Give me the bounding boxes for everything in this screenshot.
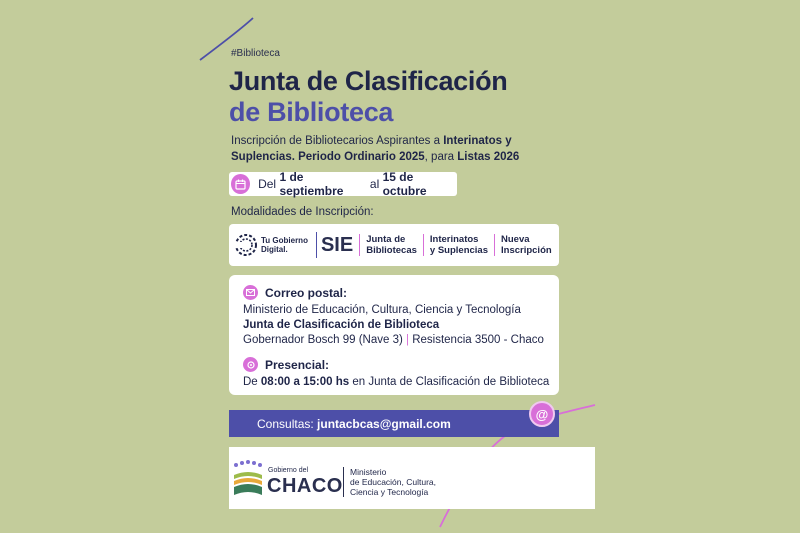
postal-street: Gobernador Bosch 99 (Nave 3) (243, 334, 403, 346)
sie-logo: SIE (316, 232, 353, 258)
date-range-pill (229, 172, 457, 196)
ministry-line-3: Ciencia y Tecnología (350, 487, 429, 497)
presencial-prefix: De (243, 376, 261, 388)
location-icon (243, 357, 258, 372)
ministry-line-1: Ministerio (350, 467, 387, 477)
consultas-bar (229, 410, 559, 437)
address-card (229, 275, 559, 395)
subtitle (231, 133, 561, 165)
subtitle-text-2: , para (424, 151, 458, 163)
consultas-label: Consultas: (257, 416, 318, 431)
subtitle-bold-2: Listas 2026 (457, 151, 520, 163)
gov-small: Gobierno del (268, 467, 309, 474)
modality-item3-line1: Nueva (501, 234, 530, 245)
hashtag: #Biblioteca (231, 48, 280, 59)
modality-item2-line2: y Suplencias (429, 245, 488, 256)
subtitle-text-1: Inscripción de Bibliotecarios Aspirantes a (231, 135, 444, 147)
postal-city: Resistencia 3500 - Chaco (412, 334, 544, 346)
modality-item3-line2: Inscripción (501, 245, 552, 256)
tgd-line-2: Digital. (261, 245, 288, 254)
footer-ministry (343, 467, 436, 497)
presencial-suffix: en Junta de Clasificación de Biblioteca (349, 376, 550, 388)
ministry-line-2: de Educación, Cultura, (350, 477, 436, 487)
postal-line-2: Junta de Clasificación de Biblioteca (243, 319, 440, 331)
modality-nueva-inscripcion (494, 234, 558, 256)
modalities-card (229, 224, 559, 266)
postal-line-3 (243, 334, 544, 346)
presencial-heading: Presencial: (265, 358, 330, 372)
calendar-icon (231, 174, 250, 194)
date-prefix: Del (258, 177, 277, 191)
footer-logos (229, 447, 595, 509)
tgd-line-1: Tu Gobierno (261, 236, 308, 245)
modality-interinatos (423, 234, 494, 256)
modality-item1-line1: Junta de (366, 234, 406, 245)
gov-big: CHACO (267, 475, 343, 497)
modality-junta-bibliotecas (359, 234, 423, 256)
title-line-2: de Biblioteca (229, 97, 394, 127)
subtitle-bold-1: Interinatos y Suplencias. Periodo Ordinario 2025 (231, 135, 512, 163)
modalities-label: Modalidades de Inscripción: (231, 206, 374, 218)
postal-line-1: Ministerio de Educación, Cultura, Ciencia y Tecnología (243, 304, 521, 316)
presencial-line (243, 376, 549, 388)
consultas-text (243, 417, 451, 431)
postal-heading: Correo postal: (265, 286, 348, 300)
presencial-hours: 08:00 a 15:00 hs (260, 376, 350, 388)
at-icon: @ (529, 401, 555, 427)
mail-icon (243, 285, 258, 300)
consultas-email[interactable]: juntacbcas@gmail.com (317, 416, 451, 431)
modality-item1-line2: Bibliotecas (366, 245, 417, 256)
modality-item2-line1: Interinatos (429, 234, 479, 245)
date-middle: al (369, 177, 380, 191)
title-line-1: Junta de Clasificación (229, 66, 508, 96)
tu-gobierno-digital-logo (235, 233, 308, 257)
postal-separator: | (402, 334, 413, 346)
date-end: 15 de octubre (382, 170, 427, 198)
chaco-logo (231, 459, 265, 499)
date-start: 1 de septiembre (279, 170, 344, 198)
